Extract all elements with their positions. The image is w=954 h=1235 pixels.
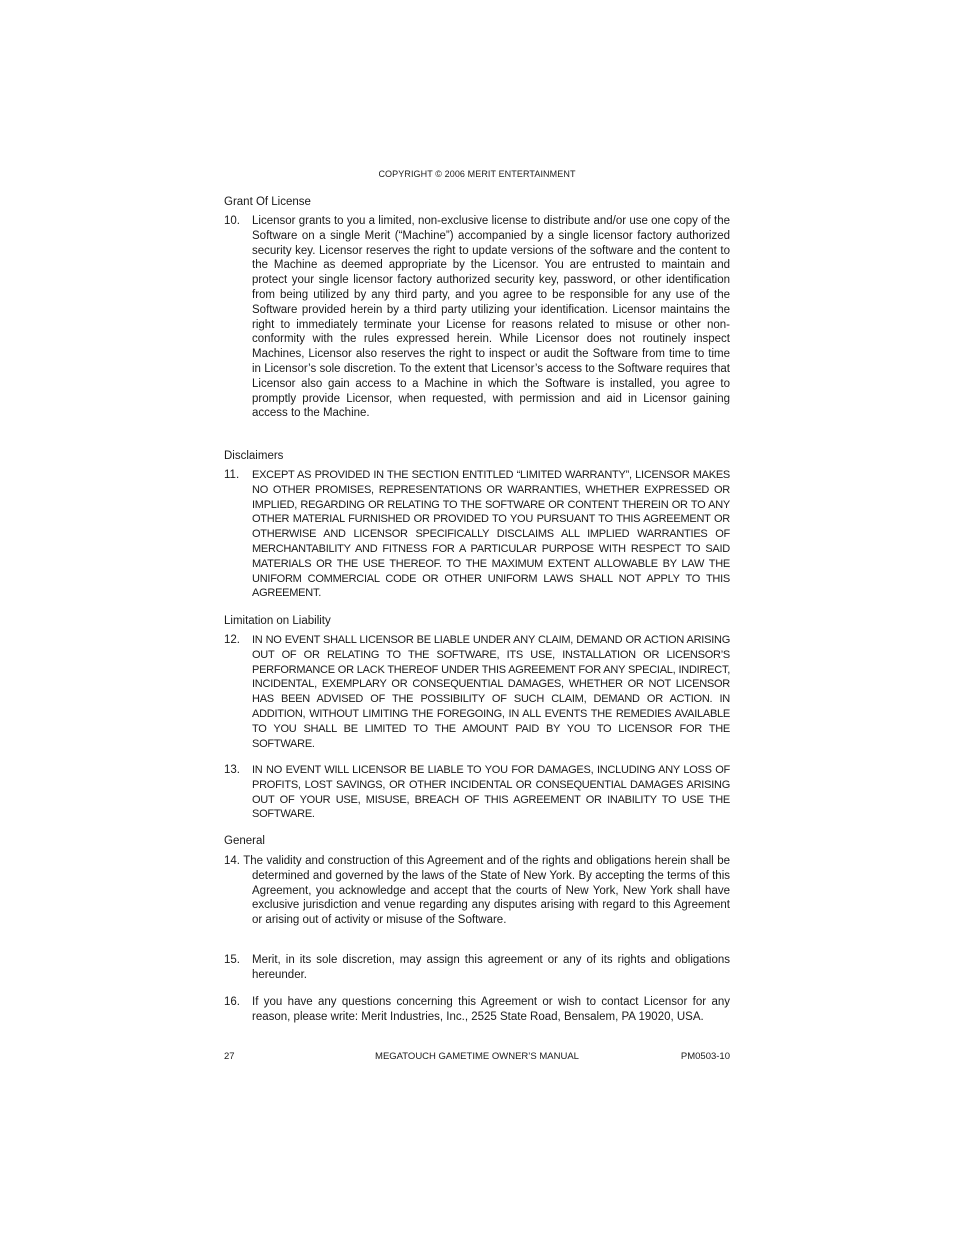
- clause-11: [224, 468, 730, 601]
- clause-number: 10.: [224, 215, 240, 227]
- clause-text: 14. The validity and construction of this Agreement and of the rights and obligations herein shall be determined and governed by the laws of the State of New York. By accepting the terms of this Agreement, you acknowledge and accept that the courts of New York, New York shall have exclusive jurisdiction and venue regarding any disputes arising with regard to this Agreement or arising out of activity or misuse of the Software.: [224, 855, 730, 927]
- clause-number: 11.: [224, 469, 240, 481]
- clause-16: [224, 995, 730, 1025]
- section-heading-general: General: [224, 835, 265, 847]
- clause-text: EXCEPT AS PROVIDED IN THE SECTION ENTITLED “LIMITED WARRANTY”, LICENSOR MAKES NO OTHER PROMISES, REPRESENTATIONS OR WARRANTIES, WHETHER EXPRESSED OR IMPLIED, REGARDING OR RELATING TO THE SOFTWARE OR CONTENT THEREIN OR TO ANY OTHER MATERIAL FURNISHED OR PROVIDED TO YOU PURSUANT TO THIS AGREEMENT OR OTHERWISE AND LICENSOR SPECIFICALLY DISCLAIMS ALL IMPLIED WARRANTIES OF MERCHANTABILITY AND FITNESS FOR A PARTICULAR PURPOSE WITH RESPECT TO SAID MATERIALS OR THE USE THEREOF. TO THE MAXIMUM EXTENT ALLOWABLE BY LAW THE UNIFORM COMMERCIAL CODE OR OTHER UNIFORM LAWS SHALL NOT APPLY TO THIS AGREEMENT.: [252, 469, 730, 600]
- copyright-header: COPYRIGHT © 2006 MERIT ENTERTAINMENT: [378, 169, 576, 179]
- clause-number: 13.: [224, 764, 240, 776]
- clause-15: [224, 953, 730, 983]
- clause-14: [224, 854, 730, 928]
- page-number: 27: [224, 1051, 235, 1062]
- clause-13: [224, 763, 730, 822]
- clause-text: Licensor grants to you a limited, non-exclusive license to distribute and/or use one copy of the Software on a single Merit (“Machine”) accompanied by a single licensor factory authorized security key. Licensor reserves the right to update versions of the software and the content to the Machine as deemed appropriate by the Licensor. You are entrusted to maintain and protect your single licensor factory authorized security key, password, or other identification from being utilized by any third party, and you agree to be responsible for any use of the Software provided herein by a third party utilizing your identification. Licensor maintains the right to immediately terminate your License for reasons related to misuse or other non-conformity with the rules expressed herein. While Licensor does not routinely inspect Machines, Licensor also reserves the right to inspect or audit the Software from time to time in Licensor’s sole discretion. To the extent that Licensor’s access to the Software requires that Licensor also gain access to a Machine in which the Software is installed, you agree to promptly provide Licensor, when requested, with permission and aid in Licensor gaining access to the Machine.: [252, 215, 730, 420]
- clause-text: IN NO EVENT WILL LICENSOR BE LIABLE TO YOU FOR DAMAGES, INCLUDING ANY LOSS OF PROFITS, LOST SAVINGS, OR OTHER INCIDENTAL OR CONSEQUENTIAL DAMAGES ARISING OUT OF YOUR USE, MISUSE, BREACH OF THIS AGREEMENT OR INABILITY TO USE THE SOFTWARE.: [252, 764, 730, 821]
- manual-title: MEGATOUCH GAMETIME OWNER’S MANUAL: [375, 1051, 579, 1062]
- clause-text: Merit, in its sole discretion, may assign this agreement or any of its rights and obligations hereunder.: [252, 954, 730, 981]
- section-heading-grant-of-license: Grant Of License: [224, 196, 311, 208]
- section-heading-limitation-on-liability: Limitation on Liability: [224, 615, 331, 627]
- clause-text: If you have any questions concerning this Agreement or wish to contact Licensor for any reason, please write: Merit Industries, Inc., 2525 State Road, Bensalem, PA 19020, USA.: [252, 996, 730, 1023]
- clause-number: 15.: [224, 954, 240, 966]
- section-heading-disclaimers: Disclaimers: [224, 450, 284, 462]
- clause-12: [224, 633, 730, 751]
- clause-text: IN NO EVENT SHALL LICENSOR BE LIABLE UNDER ANY CLAIM, DEMAND OR ACTION ARISING OUT OF OR RELATING TO THE SOFTWARE, ITS USE, INSTALLATION OR LICENSOR’S PERFORMANCE OR LACK THEREOF UNDER THIS AGREEMENT FOR ANY SPECIAL, INDIRECT, INCIDENTAL, EXEMPLARY OR CONSEQUENTIAL DAMAGES, WHETHER OR NOT LICENSOR HAS BEEN ADVISED OF THE POSSIBILITY OF SUCH CLAIM, DEMAND OR ACTION. IN ADDITION, WITHOUT LIMITING THE FOREGOING, IN ALL EVENTS THE REMEDIES AVAILABLE TO YOU SHALL BE LIMITED TO THE AMOUNT PAID BY YOU TO LICENSOR FOR THE SOFTWARE.: [252, 634, 730, 750]
- clause-number: 12.: [224, 634, 240, 646]
- clause-10: [224, 214, 730, 421]
- part-number: PM0503-10: [680, 1051, 730, 1062]
- clause-number: 16.: [224, 996, 240, 1008]
